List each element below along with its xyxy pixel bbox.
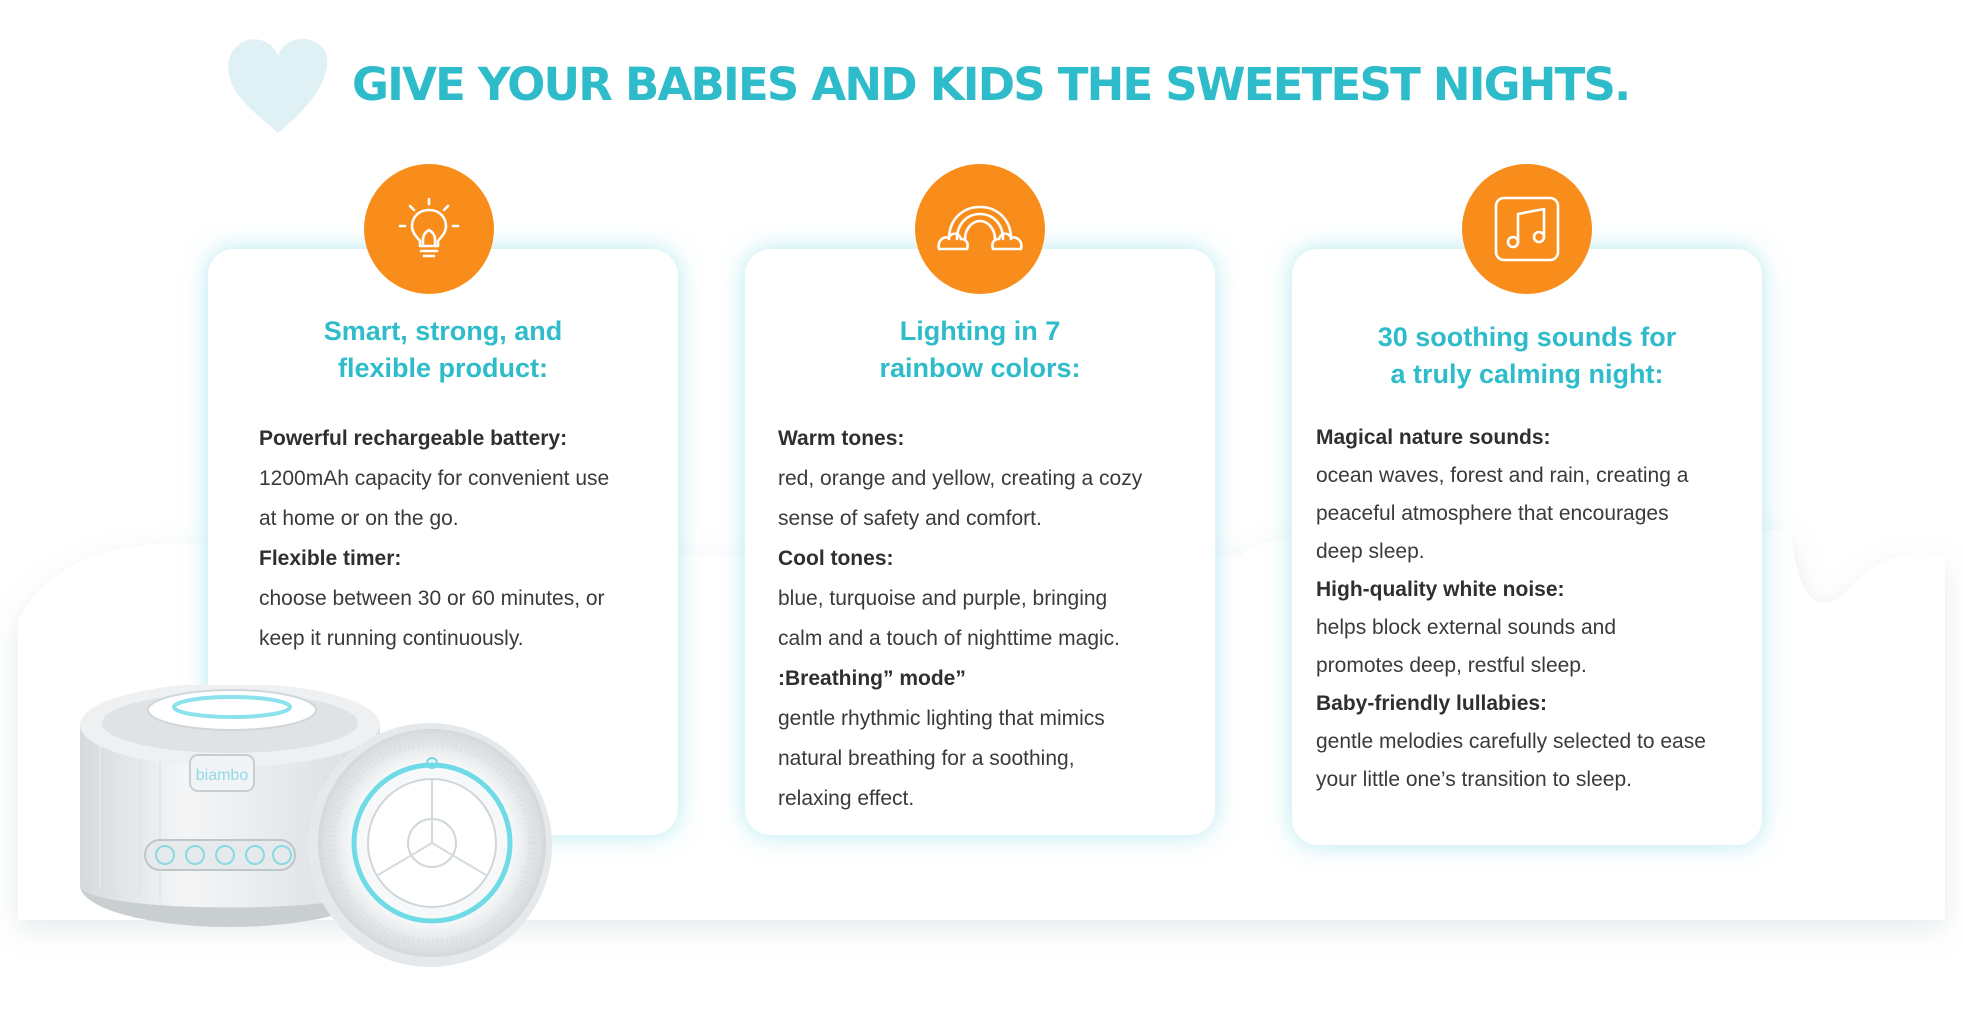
music-note-icon — [1492, 194, 1562, 264]
sound-machine-device — [60, 685, 580, 975]
feature-card-lighting — [745, 249, 1215, 835]
feature-heading: Baby-friendly lullabies: — [1316, 692, 1548, 715]
feature-card-sounds — [1292, 249, 1762, 845]
feature-text: natural breathing for a soothing, — [778, 747, 1075, 770]
lightbulb-icon — [396, 196, 462, 262]
feature-text: 1200mAh capacity for convenient use — [259, 467, 610, 490]
heart-icon — [222, 30, 334, 142]
feature-heading: Powerful rechargeable battery: — [259, 427, 568, 450]
rainbow-icon-badge — [915, 164, 1045, 294]
feature-text: gentle melodies carefully selected to ease — [1316, 730, 1706, 753]
card-title-line: a truly calming night: — [1390, 359, 1664, 389]
card-title — [208, 313, 678, 387]
card-body — [1316, 419, 1756, 799]
card-title-line: flexible product: — [337, 353, 548, 383]
feature-heading: :Breathing” mode” — [778, 667, 966, 690]
card-title — [1292, 319, 1762, 393]
feature-text: ocean waves, forest and rain, creating a — [1316, 464, 1689, 487]
lightbulb-icon-badge — [364, 164, 494, 294]
device-button-strip — [145, 840, 295, 870]
feature-text: deep sleep. — [1316, 540, 1425, 563]
feature-heading: Magical nature sounds: — [1316, 426, 1551, 449]
device-front-control-panel — [308, 723, 552, 967]
feature-text: promotes deep, restful sleep. — [1316, 654, 1587, 677]
device-brand-label — [190, 755, 254, 791]
feature-text: sense of safety and comfort. — [778, 507, 1042, 530]
feature-text: gentle rhythmic lighting that mimics — [778, 707, 1105, 730]
brand-label-text: biambo — [195, 767, 249, 784]
card-title — [745, 313, 1215, 387]
feature-text: keep it running continuously. — [259, 627, 524, 650]
card-body — [778, 419, 1198, 819]
feature-text: choose between 30 or 60 minutes, or — [259, 587, 605, 610]
feature-heading: High-quality white noise: — [1316, 578, 1565, 601]
card-title-line: Smart, strong, and — [323, 316, 563, 346]
feature-heading: Flexible timer: — [259, 547, 402, 570]
feature-text: at home or on the go. — [259, 507, 459, 530]
feature-text: your little one’s transition to sleep. — [1316, 768, 1632, 791]
feature-text: peaceful atmosphere that encourages — [1316, 502, 1669, 525]
feature-heading: Warm tones: — [778, 427, 905, 450]
feature-text: blue, turquoise and purple, bringing — [778, 587, 1108, 610]
feature-text: calm and a touch of nighttime magic. — [778, 627, 1121, 650]
card-title-line: 30 soothing sounds for — [1377, 322, 1677, 352]
card-title-line: Lighting in 7 — [899, 316, 1061, 346]
card-body — [259, 419, 659, 659]
page-headline: GIVE YOUR BABIES AND KIDS THE SWEETEST NIGHTS. — [352, 58, 1630, 111]
feature-text: relaxing effect. — [778, 787, 915, 810]
feature-text: red, orange and yellow, creating a cozy — [778, 467, 1143, 490]
rainbow-icon — [935, 199, 1025, 259]
feature-text: helps block external sounds and — [1316, 616, 1617, 639]
music-note-icon-badge — [1462, 164, 1592, 294]
feature-heading: Cool tones: — [778, 547, 894, 570]
card-title-line: rainbow colors: — [879, 353, 1081, 383]
